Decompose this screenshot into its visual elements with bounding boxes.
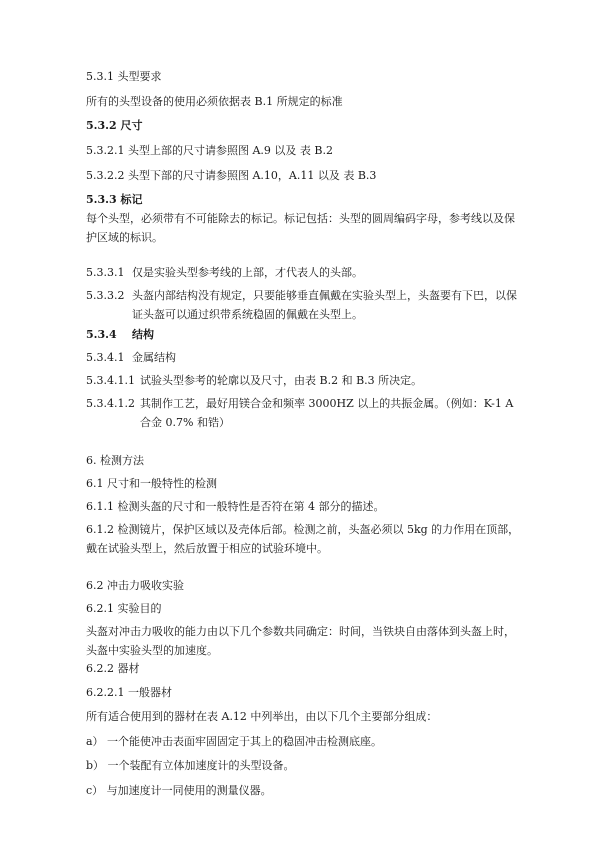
heading-6-2-1: 6.2.1 实验目的 [86,602,162,615]
heading-5-3-1: 5.3.1 头型要求 [86,70,162,83]
section-text: 其制作工艺，最好用镁合金和频率 3000HZ 以上的共振金属。（例如：K-1 A 合金 0.7% 和锆） [140,397,514,429]
heading-6: 6. 检测方法 [86,454,144,467]
section-number: 5.3.4.1 [86,351,125,364]
section-text: 试验头型参考的轮廓以及尺寸，由表 B.2 和 B.3 所决定。 [140,374,423,387]
heading-5-3-2: 5.3.2 尺寸 [86,119,143,132]
section-text: 金属结构 [132,351,176,364]
paragraph: 所有适合使用到的器材在表 A.12 中列举出，由以下几个主要部分组成： [86,710,438,723]
list-item: c） 与加速度计一同使用的测量仪器。 [86,784,272,797]
paragraph: 5.3.2.1 头型上部的尺寸请参照图 A.9 以及 表 B.2 [86,144,333,157]
list-item: b） 一个装配有立体加速度计的头型设备。 [86,759,295,772]
paragraph: 头盔对冲击力吸收的能力由以下几个参数共同确定：时间，当铁块自由落体到头盔上时，头盔中实验头型的加速度。 [86,625,515,657]
section-number: 5.3.4 [86,328,117,341]
section-number: 5.3.4.1.2 [86,397,135,410]
heading-5-3-3: 5.3.3 标记 [86,193,143,206]
paragraph: 6.1.1 检测头盔的尺寸和一般特性是否符在第 4 部分的描述。 [86,500,385,513]
section-number: 5.3.3.1 [86,266,125,279]
section-text: 头盔内部结构没有规定，只要能够垂直佩戴在实验头型上，头盔要有下巴，以保证头盔可以通过织带系统稳固的佩戴在头型上。 [132,289,517,321]
section-text: 结构 [132,328,154,341]
heading-6-2-2: 6.2.2 器材 [86,662,140,675]
section-number: 5.3.4.1.1 [86,374,135,387]
heading-6-1: 6.1 尺寸和一般特性的检测 [86,477,217,490]
heading-6-2-2-1: 6.2.2.1 一般器材 [86,686,172,699]
paragraph: 6.1.2 检测镜片，保护区域以及壳体后部。检测之前，头盔必须以 5kg 的力作用在顶部，戴在试验头型上，然后放置于相应的试验环境中。 [86,523,520,555]
heading-6-2: 6.2 冲击力吸收实验 [86,579,184,592]
paragraph: 5.3.2.2 头型下部的尺寸请参照图 A.10，A.11 以及 表 B.3 [86,169,377,182]
list-item: a） 一个能使冲击表面牢固固定于其上的稳固冲击检测底座。 [86,735,383,748]
paragraph: 所有的头型设备的使用必须依据表 B.1 所规定的标准 [86,95,343,108]
section-text: 仅是实验头型参考线的上部，才代表人的头部。 [132,266,363,279]
section-number: 5.3.3.2 [86,289,125,302]
paragraph: 每个头型，必须带有不可能除去的标记。标记包括：头型的圆周编码字母，参考线以及保护区域的标识。 [86,212,515,244]
